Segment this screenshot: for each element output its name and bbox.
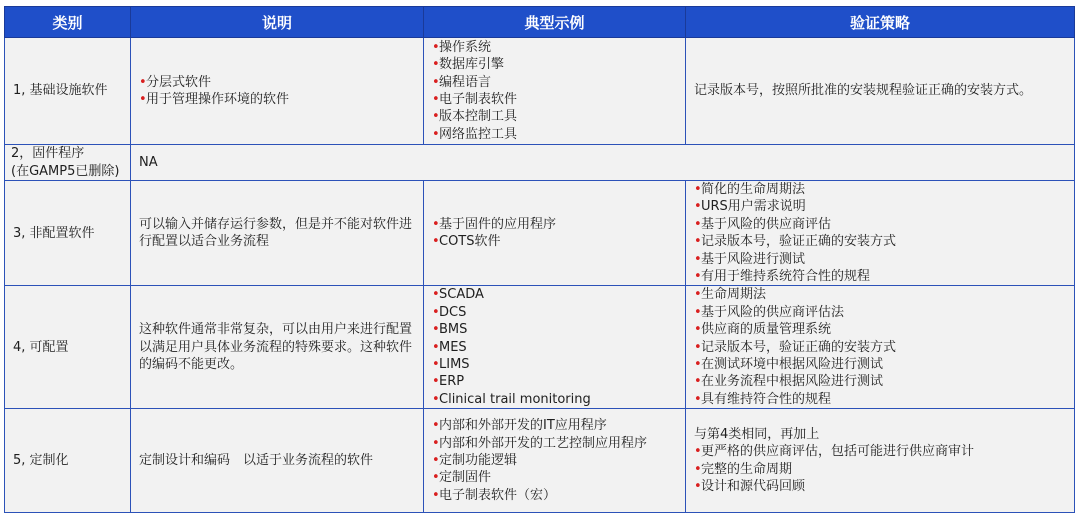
list-item: • 基于固件的应用程序: [432, 216, 677, 233]
list-item: • 操作系统: [432, 39, 677, 56]
list-item: • SCADA: [432, 286, 677, 303]
table-row: [5, 409, 1075, 513]
header-examples: 典型示例: [424, 7, 686, 38]
description-cell: NA: [131, 145, 1075, 181]
list-item: • 编程语言: [432, 74, 677, 91]
list-item: • 设计和源代码回顾: [694, 478, 1066, 495]
list-item: • Clinical trail monitoring: [432, 391, 677, 408]
category-cell: 4, 可配置: [5, 286, 131, 409]
strategy-cell: [686, 409, 1075, 513]
list-item: • 在业务流程中根据风险进行测试: [694, 373, 1066, 390]
list-item: • URS用户需求说明: [694, 198, 1066, 215]
strategy-cell: [686, 181, 1075, 286]
list-item: • 内部和外部开发的IT应用程序: [432, 417, 677, 434]
category-cell: [5, 145, 131, 181]
list-item: • 在测试环境中根据风险进行测试: [694, 356, 1066, 373]
list-item: • LIMS: [432, 356, 677, 373]
list-item: • BMS: [432, 321, 677, 338]
category-cell: 3, 非配置软件: [5, 181, 131, 286]
list-item: • 基于风险的供应商评估法: [694, 304, 1066, 321]
list-item: • 记录版本号，验证正确的安装方式: [694, 233, 1066, 250]
list-item: • 分层式软件: [139, 74, 415, 91]
table-row: [5, 181, 1075, 286]
list-item: • 完整的生命周期: [694, 461, 1066, 478]
header-description: 说明: [131, 7, 424, 38]
table-row: [5, 38, 1075, 145]
strategy-cell: [686, 38, 1075, 145]
description-text: 这种软件通常非常复杂，可以由用户来进行配置以满足用户具体业务流程的特殊要求。这种软件的编码不能更改。: [139, 322, 413, 373]
list-item: • 简化的生命周期法: [694, 181, 1066, 198]
list-item: • 生命周期法: [694, 286, 1066, 303]
list-item: • 具有维持符合性的规程: [694, 391, 1066, 408]
list-item: • 定制固件: [432, 469, 677, 486]
list-item: • 基于风险的供应商评估: [694, 216, 1066, 233]
category-cell: 1, 基础设施软件: [5, 38, 131, 145]
software-category-table: [4, 6, 1075, 513]
list-item: • 定制功能逻辑: [432, 452, 677, 469]
list-item: • 用于管理操作环境的软件: [139, 91, 415, 108]
examples-cell: [424, 286, 686, 409]
list-item: • 电子制表软件: [432, 91, 677, 108]
strategy-cell: [686, 286, 1075, 409]
examples-cell: [424, 181, 686, 286]
list-item: • 版本控制工具: [432, 108, 677, 125]
examples-cell: [424, 38, 686, 145]
list-item: • DCS: [432, 304, 677, 321]
list-item: • 有用于维持系统符合性的规程: [694, 268, 1066, 285]
table-row: [5, 145, 1075, 181]
category-cell: 5, 定制化: [5, 409, 131, 513]
list-item: • 电子制表软件（宏）: [432, 487, 677, 504]
list-item: • 网络监控工具: [432, 126, 677, 143]
list-item: • 更严格的供应商评估，包括可能进行供应商审计: [694, 443, 1066, 460]
strategy-text: 记录版本号，按照所批准的安装规程验证正确的安装方式。: [694, 83, 1033, 99]
header-strategy: 验证策略: [686, 7, 1075, 38]
description-cell: [131, 286, 424, 409]
category-label: 2，固件程序: [11, 146, 85, 162]
examples-cell: [424, 409, 686, 513]
description-text: 可以输入并储存运行参数，但是并不能对软件进行配置以适合业务流程: [139, 216, 413, 250]
header-category: 类别: [5, 7, 131, 38]
description-cell: [131, 38, 424, 145]
description-cell: [131, 181, 424, 286]
strategy-intro: 与第4类相同，再加上: [694, 426, 820, 442]
header-row: [5, 7, 1075, 38]
table-row: [5, 286, 1075, 409]
list-item: • MES: [432, 339, 677, 356]
list-item: • ERP: [432, 373, 677, 390]
list-item: • COTS软件: [432, 233, 677, 250]
description-cell: 定制设计和编码 以适于业务流程的软件: [131, 409, 424, 513]
category-note: (在GAMP5已删除): [11, 163, 120, 179]
list-item: • 数据库引擎: [432, 56, 677, 73]
list-item: • 基于风险进行测试: [694, 251, 1066, 268]
list-item: • 内部和外部开发的工艺控制应用程序: [432, 435, 677, 452]
list-item: • 记录版本号，验证正确的安装方式: [694, 339, 1066, 356]
list-item: • 供应商的质量管理系统: [694, 321, 1066, 338]
